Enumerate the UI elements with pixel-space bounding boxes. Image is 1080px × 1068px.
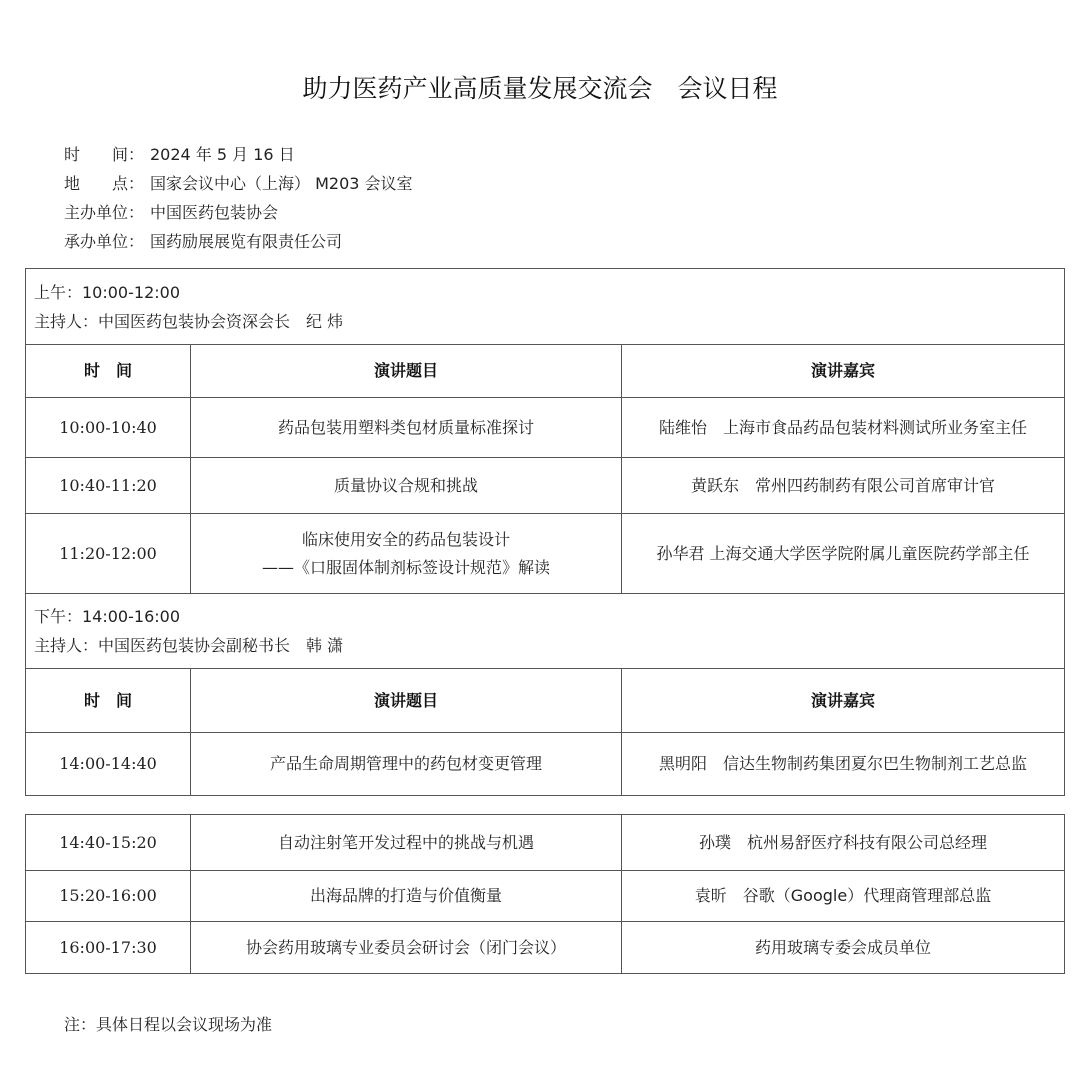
topic-text: 出海品牌的打造与价值衡量 xyxy=(309,886,502,905)
info-value: 国药励展展览有限责任公司 xyxy=(150,232,343,251)
info-value: 2024 年 5 月 16 日 xyxy=(150,145,295,164)
table-row xyxy=(26,733,1065,796)
time-cell: 14:00-14:40 xyxy=(26,733,191,796)
topic-cell xyxy=(191,733,622,796)
column-header-speaker: 演讲嘉宾 xyxy=(622,669,1065,733)
topic-text: 临床使用安全的药品包装设计 xyxy=(301,529,510,549)
session-cell xyxy=(26,594,1065,669)
time-cell: 16:00-17:30 xyxy=(26,922,191,974)
footnote: 注：具体日程以会议现场为准 xyxy=(64,1015,273,1034)
speaker-cell: 孙璞 杭州易舒医疗科技有限公司总经理 xyxy=(622,815,1065,871)
time-cell: 10:00-10:40 xyxy=(26,398,191,458)
schedule-table-continued xyxy=(25,814,1065,974)
table-row xyxy=(26,815,1065,871)
info-value: 国家会议中心（上海） M203 会议室 xyxy=(150,174,413,193)
table-row xyxy=(26,458,1065,514)
session-host: 主持人：中国医药包装协会资深会长 纪 炜 xyxy=(34,311,344,331)
schedule-table xyxy=(25,268,1065,796)
topic-cell xyxy=(191,871,622,922)
info-row-time xyxy=(64,140,413,169)
topic-cell xyxy=(191,398,622,458)
info-label: 主办单位： xyxy=(64,203,145,222)
session-header-afternoon xyxy=(26,594,1065,669)
session-host: 主持人：中国医药包装协会副秘书长 韩 潇 xyxy=(34,636,344,655)
column-header-row xyxy=(26,345,1065,398)
time-cell: 14:40-15:20 xyxy=(26,815,191,871)
topic-text: 协会药用玻璃专业委员会研讨会（闭门会议） xyxy=(245,937,566,957)
time-cell: 11:20-12:00 xyxy=(26,514,191,594)
page-title: 助力医药产业高质量发展交流会 会议日程 xyxy=(302,74,778,103)
column-header-topic: 演讲题目 xyxy=(191,345,622,398)
time-cell: 15:20-16:00 xyxy=(26,871,191,922)
info-row-venue xyxy=(64,169,413,198)
topic-text: 质量协议合规和挑战 xyxy=(333,475,478,495)
topic-cell xyxy=(191,815,622,871)
session-period: 上午：10:00-12:00 xyxy=(34,282,180,302)
speaker-cell: 黑明阳 信达生物制药集团夏尔巴生物制剂工艺总监 xyxy=(622,733,1065,796)
speaker-cell: 孙华君 上海交通大学医学院附属儿童医院药学部主任 xyxy=(622,514,1065,594)
speaker-cell: 袁昕 谷歌（Google）代理商管理部总监 xyxy=(622,871,1065,922)
meeting-info xyxy=(64,140,413,256)
speaker-cell: 陆维怡 上海市食品药品包装材料测试所业务室主任 xyxy=(622,398,1065,458)
info-value: 中国医药包装协会 xyxy=(150,203,279,222)
topic-cell xyxy=(191,922,622,974)
table-row xyxy=(26,922,1065,974)
info-row-co-organizer xyxy=(64,227,413,256)
session-header-morning xyxy=(26,269,1065,345)
speaker-cell: 药用玻璃专委会成员单位 xyxy=(622,922,1065,974)
column-header-time: 时 间 xyxy=(26,345,191,398)
topic-text: 自动注射笔开发过程中的挑战与机遇 xyxy=(277,832,534,852)
topic-cell xyxy=(191,514,622,594)
topic-text: 药品包装用塑料类包材质量标准探讨 xyxy=(277,417,534,437)
column-header-row xyxy=(26,669,1065,733)
column-header-speaker: 演讲嘉宾 xyxy=(622,345,1065,398)
time-cell: 10:40-11:20 xyxy=(26,458,191,514)
info-label: 时 间： xyxy=(64,145,145,164)
topic-subtitle: ——《口服固体制剂标签设计规范》解读 xyxy=(261,557,550,577)
table-row xyxy=(26,398,1065,458)
topic-cell xyxy=(191,458,622,514)
info-label: 地 点： xyxy=(64,174,145,193)
column-header-topic: 演讲题目 xyxy=(191,669,622,733)
column-header-time: 时 间 xyxy=(26,669,191,733)
session-period: 下午：14:00-16:00 xyxy=(34,607,180,626)
session-cell xyxy=(26,269,1065,345)
table-row xyxy=(26,871,1065,922)
speaker-cell: 黄跃东 常州四药制药有限公司首席审计官 xyxy=(622,458,1065,514)
info-row-organizer xyxy=(64,198,413,227)
table-row xyxy=(26,514,1065,594)
info-label: 承办单位： xyxy=(64,232,145,251)
topic-text: 产品生命周期管理中的药包材变更管理 xyxy=(269,754,542,773)
